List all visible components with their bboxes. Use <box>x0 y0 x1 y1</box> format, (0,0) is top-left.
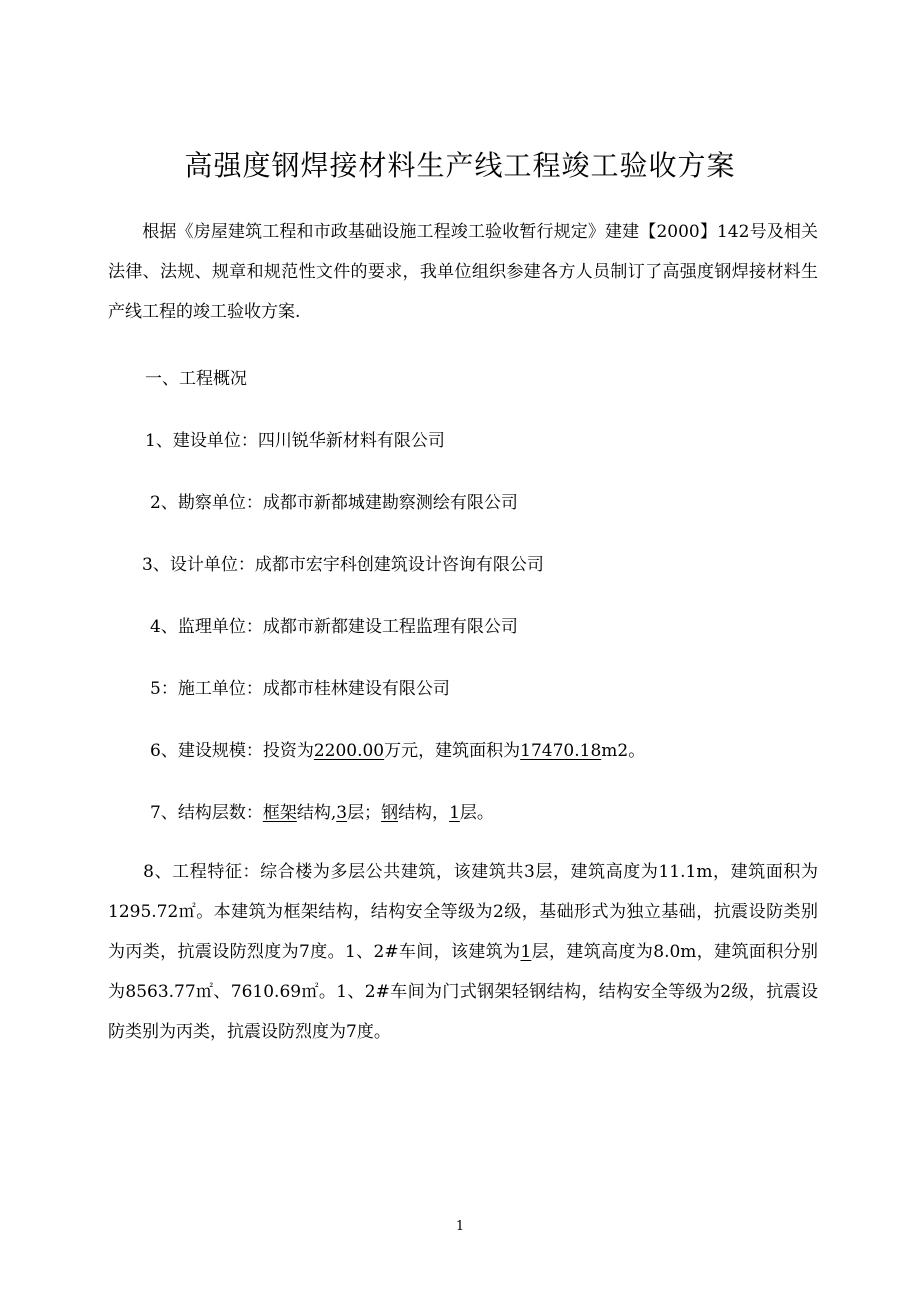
steel-floors: 1 <box>449 803 460 823</box>
item-features-part2: 层，建筑高度为8.0m，建筑面积分别为8563.77㎡、7610.69㎡。1、2#车间为门式钢架轻钢结构，结构安全等级为2级，抗震设防类别为丙类，抗震设防烈度为7度。 <box>108 942 818 1042</box>
item-builder: 1、建设单位：四川锐华新材料有限公司 <box>145 431 445 451</box>
item-survey: 2、勘察单位：成都市新都城建勘察测绘有限公司 <box>150 493 518 513</box>
item-structure-prefix: 7、结构层数： <box>150 803 263 823</box>
item-structure-mid2: 层； <box>347 803 382 823</box>
item-features-part1: 8、工程特征：综合楼为多层公共建筑，该建筑共3层，建筑高度为11.1m，建筑面积为1295.72㎡。本建筑为框架结构，结构安全等级为2级，基础形式为独立基础，抗震设防类别为丙类，抗震设防烈度为7度。1、2#车间，该建筑为 <box>108 862 818 962</box>
item-structure-mid1: 结构, <box>296 803 337 823</box>
item-scale <box>150 738 645 764</box>
area-value: 17470.18 <box>520 741 602 761</box>
item-features <box>108 852 818 1052</box>
page-number: 1 <box>455 1219 465 1234</box>
frame-text: 框架 <box>262 803 297 823</box>
item-scale-mid: 万元，建筑面积为 <box>384 741 521 761</box>
item-construction: 5：施工单位：成都市桂林建设有限公司 <box>150 679 450 699</box>
item-structure-mid3: 结构， <box>398 803 450 823</box>
item-structure-suffix: 层。 <box>459 803 494 823</box>
item-scale-prefix: 6、建设规模：投资为 <box>150 741 314 761</box>
intro-paragraph: 根据《房屋建筑工程和市政基础设施工程竣工验收暂行规定》建建【2000】142号及相关法律、法规、规章和规范性文件的要求，我单位组织参建各方人员制订了高强度钢焊接材料生产线工程的竣工验收方案. <box>108 222 818 322</box>
investment-value: 2200.00 <box>313 741 385 761</box>
item-structure <box>150 800 494 826</box>
frame-floors: 3 <box>336 803 348 823</box>
section-heading-overview: 一、工程概况 <box>145 369 247 389</box>
item-supervision: 4、监理单位：成都市新都建设工程监理有限公司 <box>150 617 518 637</box>
item-design: 3、设计单位：成都市宏宇科创建筑设计咨询有限公司 <box>142 555 544 575</box>
item-scale-suffix: m2。 <box>601 741 646 761</box>
document-title: 高强度钢焊接材料生产线工程竣工验收方案 <box>184 149 736 182</box>
steel-text: 钢 <box>381 803 399 823</box>
workshop-floors: 1 <box>520 942 532 962</box>
